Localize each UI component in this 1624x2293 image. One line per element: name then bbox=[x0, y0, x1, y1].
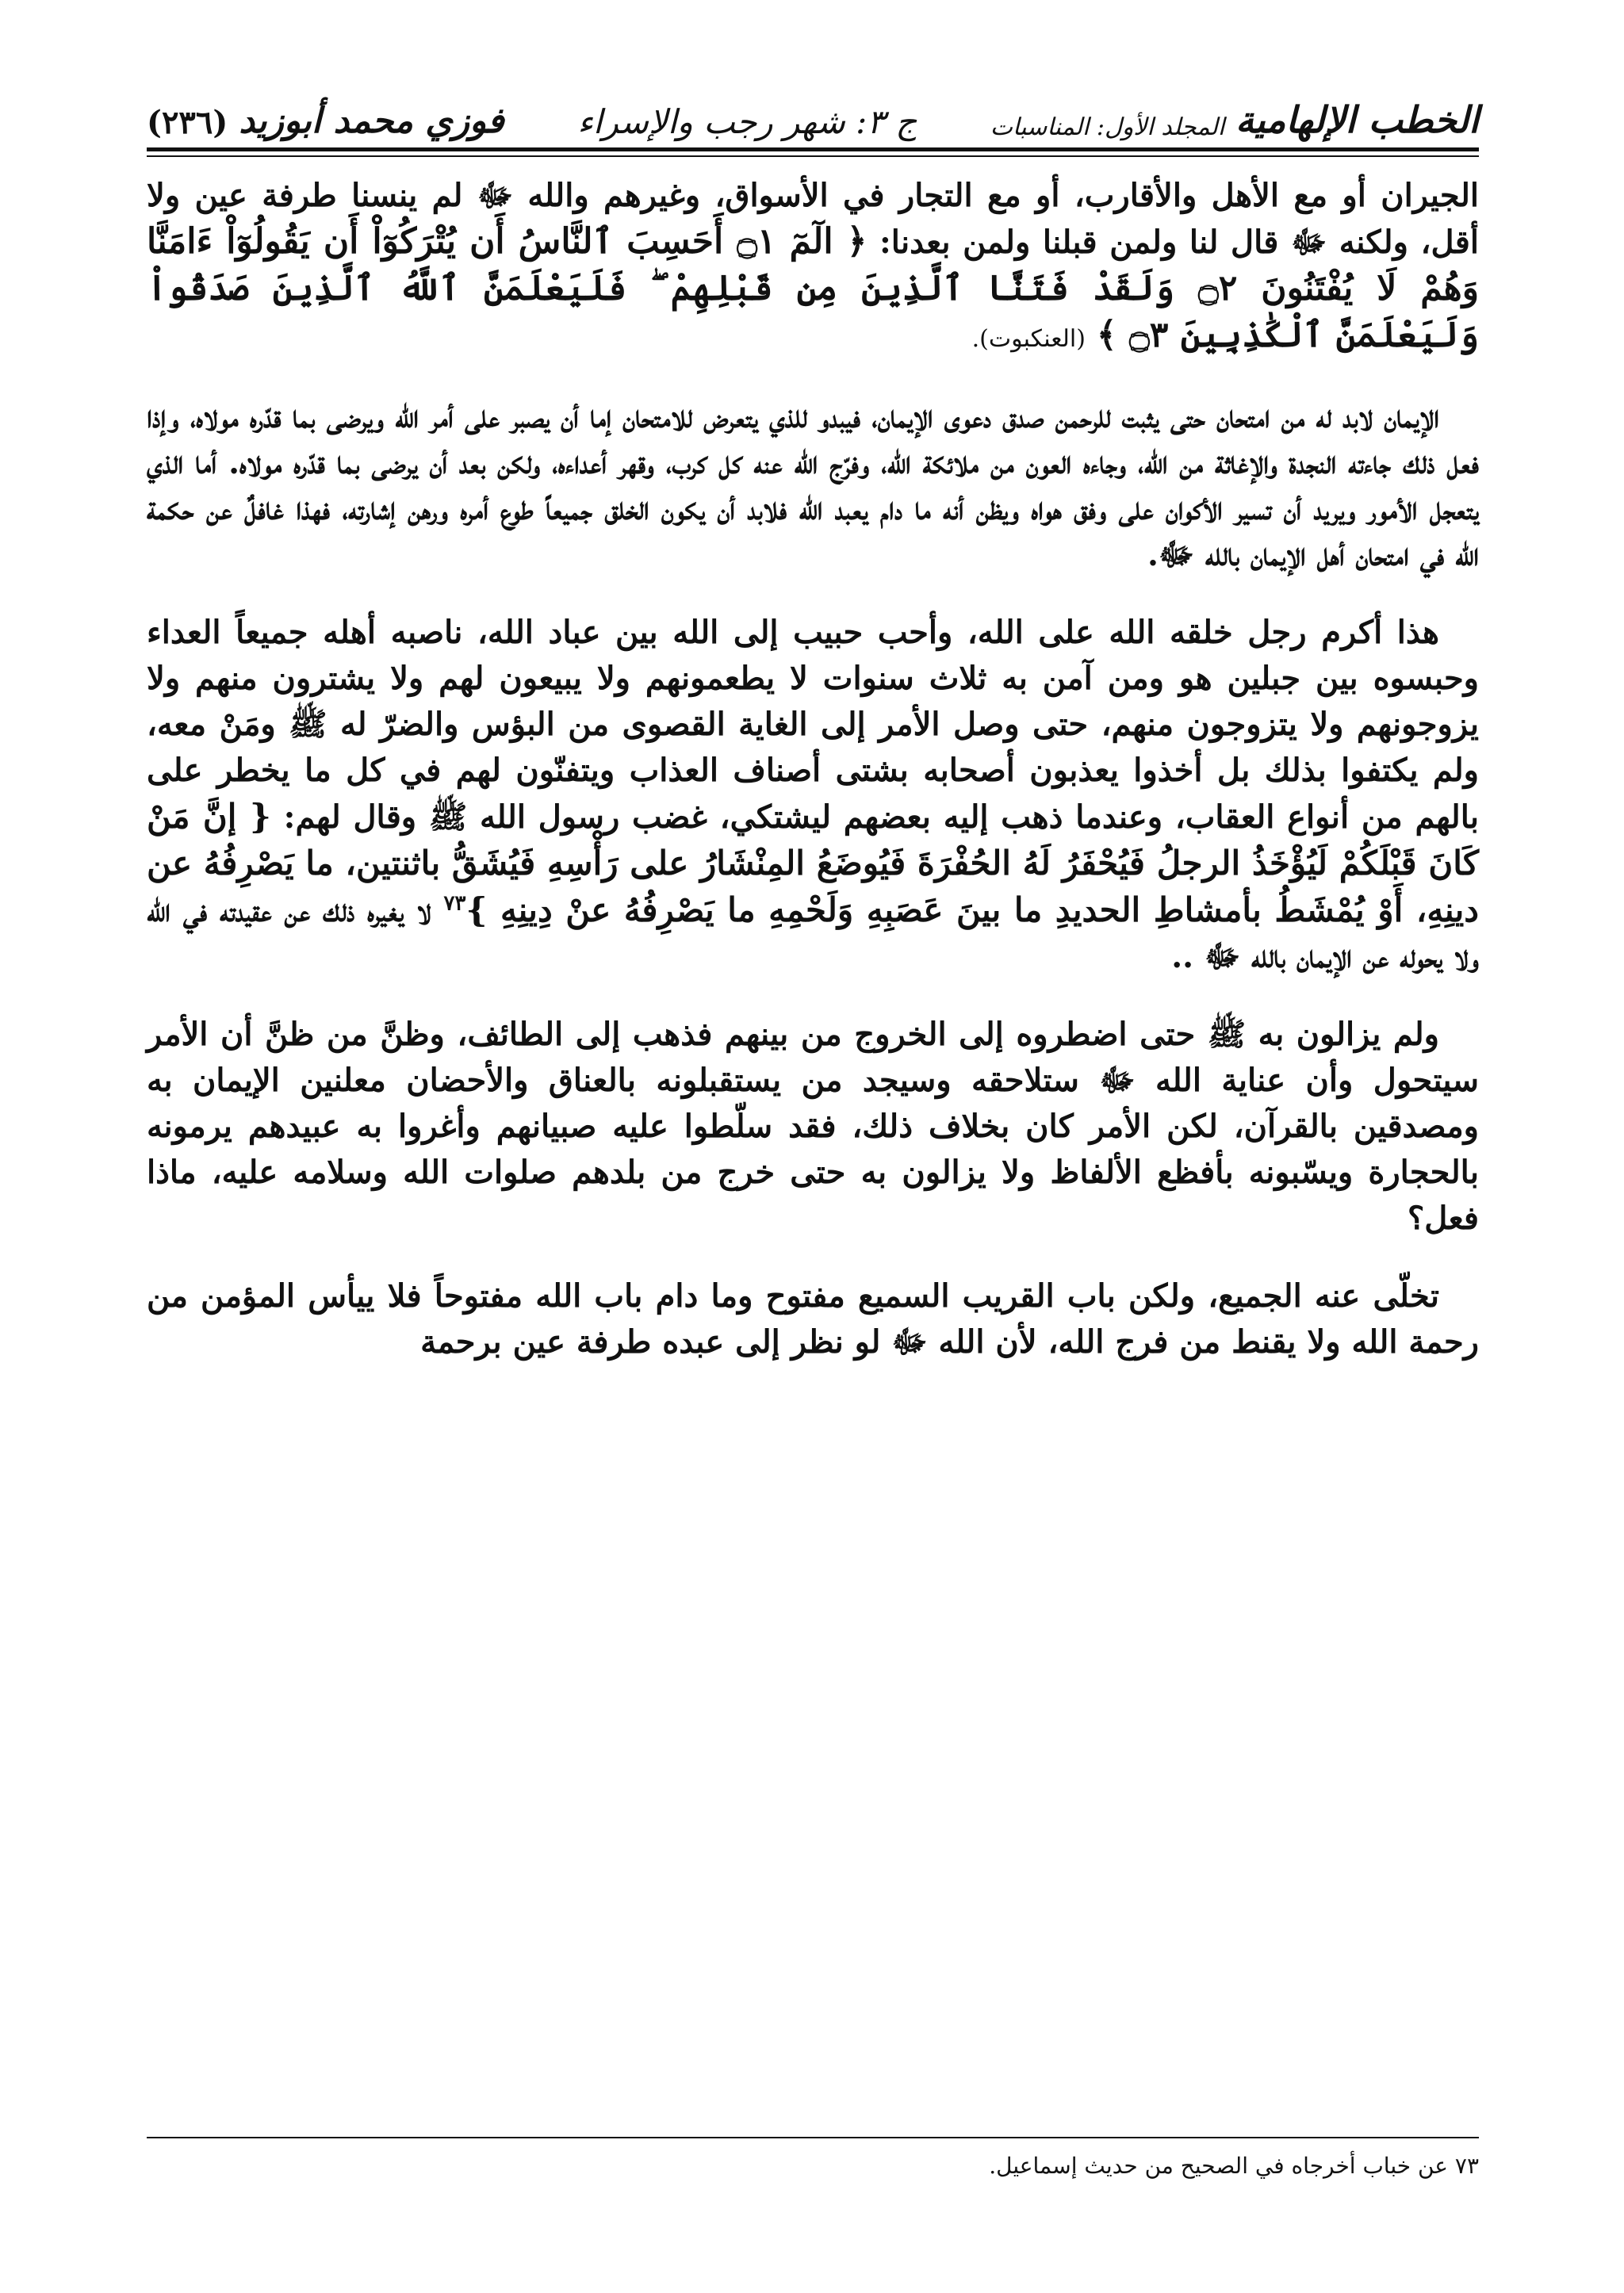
paragraph-3-text: هذا أكرم رجل خلقه الله على الله، وأحب حبيب إلى الله بين عباد الله، ناصبه أهله جميعاً العداء وحبسوه بين جبلين هو ومن آمن به ثلاث سنوات لا يطعمونهم ولا يبيعون لهم ولا يشترون منهم ولا يزوجونهم ولا يتزوجون منهم، حتى وصل الأمر إلى الغاية القصوى من البؤس والضرّ له ﷺ ومَنْ معه، ولم يكتفوا بذلك بل أخذوا يعذبون أصحابه بشتى أصناف العذاب ويتفنّون لهم في كل ما يخطر على بالهم من أنواع العقاب، وعندما ذهب إليه بعضهم ليشتكي، غضب رسول الله ﷺ وقال لهم: bbox=[147, 614, 1480, 836]
volume-label: المجلد الأول: المناسبات bbox=[990, 113, 1225, 141]
surah-reference: (العنكبوت). bbox=[971, 325, 1086, 353]
paragraph-1-text: الجيران أو مع الأهل والأقارب، أو مع التجار في الأسواق، وغيرهم والله ﷻ لم ينسنا طرفة عين ولا أقل، ولكنه ﷻ قال لنا ولمن قبلنا ولمن بعدنا: bbox=[147, 177, 1479, 261]
footnote-rule bbox=[147, 2137, 1479, 2138]
page-body bbox=[147, 173, 1479, 1397]
footnote-marker[interactable]: ٧٣ bbox=[443, 891, 466, 916]
footnote: ٧٣ عن خباب أخرجاه في الصحيح من حديث إسماعيل. bbox=[989, 2153, 1479, 2179]
author-name: فوزي محمد أبوزيد bbox=[239, 101, 504, 141]
paragraph-3 bbox=[147, 610, 1479, 980]
hadith-quote: { إنَّ مَنْ كَانَ قَبْلَكُمْ لَيُؤْخَذُ الرجلُ فَيُحْفَرُ لَهُ الحُفْرَةَ فَيُوضَعُ المِنْشَارُ على رَأْسِهِ فَيُشَقُّ باثنتين، ما يَصْرِفُهُ عن دينِهِ، أَوْ يُمْشَطُ بأمشاطِ الحديدِ ما بينَ عَصَبِهِ وَلَحْمِهِ ما يَصْرِفُهُ عنْ دِينِهِ } bbox=[147, 797, 1479, 929]
page-number: (٢٣٦) bbox=[147, 104, 228, 141]
paragraph-4: ولم يزالون به ﷺ حتى اضطروه إلى الخروج من بينهم فذهب إلى الطائف، وظنَّ من ظنَّ أن الأمر سيتحول وأن عناية الله ﷻ ستلاحقه وسيجد من يستقبلونه بالعناق والأحضان معلنين الإيمان به ومصدقين بالقرآن، لكن الأمر كان بخلاف ذلك، فقد سلّطوا عليه صبيانهم وأغروا به عبيدهم يرمونه بالحجارة ويسّبونه بأفظع الألفاظ ولا يزالون به حتى خرج من بلدهم صلوات الله وسلامه عليه، ماذا فعل؟ bbox=[147, 1016, 1479, 1237]
header-right bbox=[990, 98, 1479, 141]
page-header bbox=[147, 94, 1479, 141]
part-label: ج ٣: شهر رجب والإسراء bbox=[577, 102, 917, 141]
paragraph-2: الإيمان لابد له من امتحان حتى يثبت للرحمن صدق دعوى الإيمان، فيبدو للذي يتعرض للامتحان إما أن يصبر على أمر الله ويرضى بما قدّره مولاه، وإذا فعل ذلك جاءته النجدة والإغاثة من الله، وجاءه العون من ملائكة الله، وفرّج الله عنه كل كرب، وقهر أعداءه، ولكن بعد أن يرضى بما قدّره مولاه. أما الذي يتعجل الأمور ويريد أن تسير الأكوان على وفق هواه ويظن أنه ما دام يعبد الله فلابد أن يكون الخلق جميعاً طوع أمره ورهن إشارته، فهذا غافلٌ عن حكمة الله في امتحان أهل الإيمان بالله ﷻ. bbox=[147, 398, 1479, 573]
header-left bbox=[147, 101, 504, 141]
paragraph-1 bbox=[147, 173, 1479, 362]
paragraph-5: تخلّى عنه الجميع، ولكن باب القريب السميع مفتوح وما دام باب الله مفتوحاً فلا ييأس المؤمن من رحمة الله ولا يقنط من فرج الله، لأن الله ﷻ لو نظر إلى عبده طرفة عين برحمة bbox=[147, 1277, 1479, 1361]
header-rule bbox=[147, 147, 1479, 151]
header-center bbox=[577, 102, 917, 141]
book-title: الخطب الإلهامية bbox=[1235, 98, 1479, 141]
quran-verse: ﴿ الٓمٓ ۝١ أَحَسِبَ ٱلنَّاسُ أَن يُتْرَكُوٓاْ أَن يَقُولُوٓاْ ءَامَنَّا وَهُمْ لَا يُفْتَنُونَ ۝٢ وَلَقَدْ فَتَنَّا ٱلَّذِينَ مِن قَبْلِهِمْ ۖ فَلَيَعْلَمَنَّ ٱللَّهُ ٱلَّذِينَ صَدَقُواْ وَلَيَعْلَمَنَّ ٱلْكَٰذِبِينَ ۝٣ ﴾ bbox=[147, 221, 1479, 355]
header-rule-inner bbox=[147, 155, 1479, 157]
paragraph-3-tail: لا يغيره ذلك عن عقيدته في الله ولا يحوله عن الإيمان بالله ﷻ .. bbox=[147, 892, 1479, 975]
